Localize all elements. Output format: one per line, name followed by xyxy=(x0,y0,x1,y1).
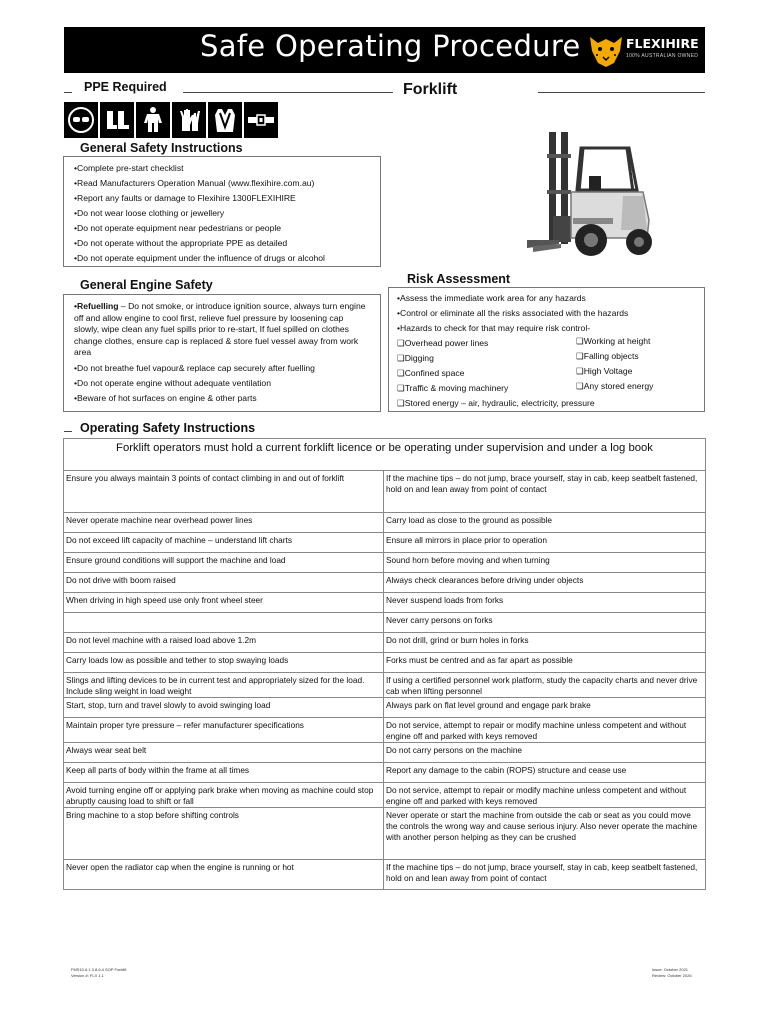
instruction-right-cell: If the machine tips – do not jump, brace yourself, stay in cab, keep seatbelt fastened, hold on and lean away from point of contact xyxy=(384,471,706,513)
instruction-right-cell: Report any damage to the cabin (ROPS) structure and cease use xyxy=(384,763,706,783)
table-row xyxy=(64,573,706,593)
hazard-checkbox: ❑Digging xyxy=(397,353,434,363)
hazard-checkbox: ❑Working at height xyxy=(576,336,651,346)
table-row xyxy=(64,763,706,783)
instruction-right-cell: Forks must be centred and as far apart as possible xyxy=(384,653,706,673)
instruction-left-cell: When driving in high speed use only front wheel steer xyxy=(64,593,384,613)
forklift-image xyxy=(527,130,667,262)
list-item: •Do not operate equipment under the influence of drugs or alcohol xyxy=(74,253,325,263)
hazard-checklist-left xyxy=(397,336,508,396)
divider xyxy=(538,92,705,93)
general-safety-box xyxy=(63,156,381,267)
table-row xyxy=(64,613,706,633)
gloves-icon xyxy=(172,102,206,138)
table-row xyxy=(64,743,706,763)
engine-safety-heading: General Engine Safety xyxy=(80,278,213,292)
list-item: •Assess the immediate work area for any hazards xyxy=(397,293,586,303)
operating-heading: Operating Safety Instructions xyxy=(80,421,256,435)
instruction-right-cell: Always park on flat level ground and engage park brake xyxy=(384,698,706,718)
logo-wordmark: FLEXIHIRE xyxy=(626,36,699,51)
instruction-right-cell: Never operate or start the machine from outside the cab or seat as you could move the controls the wrong way and cause serious injury. Also never operate the machine with another person helping as they can be crushed xyxy=(384,808,706,860)
table-row xyxy=(64,471,706,513)
divider xyxy=(64,431,72,432)
list-item: •Beware of hot surfaces on engine & other parts xyxy=(74,392,257,403)
document-code: FMS10.6.1.3.8.6.4 SOP Forklift xyxy=(71,967,127,972)
issue-date: Issue: October 2021 xyxy=(652,967,689,972)
licence-banner: Forklift operators must hold a current forklift licence or be operating under supervision and under a log book xyxy=(64,439,706,471)
refuelling-paragraph xyxy=(74,301,370,359)
seat-belt-icon xyxy=(244,102,278,138)
engine-safety-list xyxy=(74,301,370,406)
instruction-left-cell xyxy=(64,613,384,633)
equipment-name: Forklift xyxy=(403,81,458,98)
hi-vis-vest-icon xyxy=(208,102,242,138)
table-row xyxy=(64,860,706,890)
instruction-right-cell: Carry load as close to the ground as possible xyxy=(384,513,706,533)
instruction-left-cell: Bring machine to a stop before shifting controls xyxy=(64,808,384,860)
instruction-left-cell: Carry loads low as possible and tether to stop swaying loads xyxy=(64,653,384,673)
refuelling-label: •Refuelling xyxy=(74,301,119,311)
list-item: •Control or eliminate all the risks associated with the hazards xyxy=(397,308,629,318)
table-row xyxy=(64,808,706,860)
operating-instructions-table xyxy=(63,438,706,890)
cheetah-icon xyxy=(588,33,624,69)
hazard-checkbox: ❑High Voltage xyxy=(576,366,633,376)
safety-glasses-icon xyxy=(64,102,98,138)
table-row xyxy=(64,593,706,613)
hazard-checkbox: ❑Confined space xyxy=(397,368,465,378)
hazard-checklist-right xyxy=(576,334,653,394)
table-banner-row xyxy=(64,439,706,471)
instruction-left-cell: Never open the radiator cap when the engine is running or hot xyxy=(64,860,384,890)
table-row xyxy=(64,698,706,718)
list-item: •Read Manufacturers Operation Manual (www.flexihire.com.au) xyxy=(74,178,315,188)
table-row xyxy=(64,718,706,743)
instruction-right-cell: Ensure all mirrors in place prior to operation xyxy=(384,533,706,553)
hazard-checkbox: ❑Falling objects xyxy=(576,351,639,361)
list-item: •Hazards to check for that may require risk control- xyxy=(397,323,591,333)
list-item: •Do not operate engine without adequate ventilation xyxy=(74,377,271,388)
table-row xyxy=(64,673,706,698)
instruction-left-cell: Do not level machine with a raised load above 1.2m xyxy=(64,633,384,653)
instruction-right-cell: Do not service, attempt to repair or modify machine unless competent and without engine off and parked with keys removed xyxy=(384,718,706,743)
ppe-icon-strip xyxy=(64,102,278,138)
instruction-right-cell: Never suspend loads from forks xyxy=(384,593,706,613)
hazard-checkbox: ❑Traffic & moving machinery xyxy=(397,383,509,393)
hazard-checkbox: ❑Stored energy – air, hydraulic, electricity, pressure xyxy=(397,398,595,408)
general-safety-list xyxy=(74,161,325,266)
instruction-right-cell: Do not carry persons on the machine xyxy=(384,743,706,763)
overalls-icon xyxy=(136,102,170,138)
instruction-left-cell: Keep all parts of body within the frame at all times xyxy=(64,763,384,783)
instruction-right-cell: If the machine tips – do not jump, brace yourself, stay in cab, keep seatbelt fastened, hold on and lean away from point of contact xyxy=(384,860,706,890)
list-item: •Report any faults or damage to Flexihire 1300FLEXIHIRE xyxy=(74,193,296,203)
table-row xyxy=(64,553,706,573)
instruction-left-cell: Start, stop, turn and travel slowly to avoid swinging load xyxy=(64,698,384,718)
table-row xyxy=(64,513,706,533)
document-title: Safe Operating Procedure xyxy=(200,29,581,63)
instruction-right-cell: Always check clearances before driving under objects xyxy=(384,573,706,593)
risk-list xyxy=(397,291,628,336)
list-item: •Do not breathe fuel vapour& replace cap securely after fuelling xyxy=(74,362,315,373)
table-row xyxy=(64,633,706,653)
instruction-left-cell: Avoid turning engine off or applying park brake when moving as machine could stop abruptly causing load to shift or fall xyxy=(64,783,384,808)
logo-tagline: 100% AUSTRALIAN OWNED xyxy=(626,53,699,59)
list-item: •Complete pre-start checklist xyxy=(74,163,184,173)
instruction-right-cell: Sound horn before moving and when turning xyxy=(384,553,706,573)
instruction-left-cell: Do not exceed lift capacity of machine – understand lift charts xyxy=(64,533,384,553)
instruction-left-cell: Do not drive with boom raised xyxy=(64,573,384,593)
table-row xyxy=(64,783,706,808)
hazard-checkbox: ❑Any stored energy xyxy=(576,381,654,391)
instruction-left-cell: Always wear seat belt xyxy=(64,743,384,763)
risk-box xyxy=(388,287,705,412)
list-item: •Do not operate equipment near pedestrians or people xyxy=(74,223,282,233)
instruction-right-cell: Do not drill, grind or burn holes in forks xyxy=(384,633,706,653)
engine-safety-box xyxy=(63,294,381,412)
footer-right xyxy=(652,967,692,978)
table-row xyxy=(64,653,706,673)
safety-boots-icon xyxy=(100,102,134,138)
instruction-left-cell: Ensure ground conditions will support the machine and load xyxy=(64,553,384,573)
divider xyxy=(183,92,393,93)
instruction-left-cell: Never operate machine near overhead power lines xyxy=(64,513,384,533)
review-date: Review: October 2026 xyxy=(652,972,692,978)
list-item: •Do not operate without the appropriate PPE as detailed xyxy=(74,238,288,248)
instruction-right-cell: Never carry persons on forks xyxy=(384,613,706,633)
list-item: •Do not wear loose clothing or jewellery xyxy=(74,208,225,218)
hazard-checkbox: ❑Overhead power lines xyxy=(397,338,489,348)
footer-left xyxy=(71,967,127,978)
instruction-left-cell: Maintain proper tyre pressure – refer manufacturer specifications xyxy=(64,718,384,743)
table-row xyxy=(64,533,706,553)
divider xyxy=(64,92,72,93)
ppe-heading: PPE Required xyxy=(84,80,167,94)
version-number: Version #: FLX 1.1 xyxy=(71,972,104,978)
general-safety-heading: General Safety Instructions xyxy=(80,141,243,155)
instruction-left-cell: Slings and lifting devices to be in current test and appropriately sized for the load. Include sling weight in load weight xyxy=(64,673,384,698)
refuelling-text: – Do not smoke, or introduce ignition source, always turn engine off and allow engine to cool first, relieve fuel pressure by loosening cap slowly, wipe clean any fuel spills prior to re-start, If fuel spilled on clothes change clothes, ensure cap is replaced & store fuel vessel away from work area xyxy=(74,301,366,358)
instruction-right-cell: If using a certified personnel work platform, study the capacity charts and never drive cab when lifting personnel xyxy=(384,673,706,698)
risk-heading: Risk Assessment xyxy=(407,272,511,286)
instruction-right-cell: Do not service, attempt to repair or modify machine unless competent and without engine off and parked with keys removed xyxy=(384,783,706,808)
instruction-left-cell: Ensure you always maintain 3 points of contact climbing in and out of forklift xyxy=(64,471,384,513)
